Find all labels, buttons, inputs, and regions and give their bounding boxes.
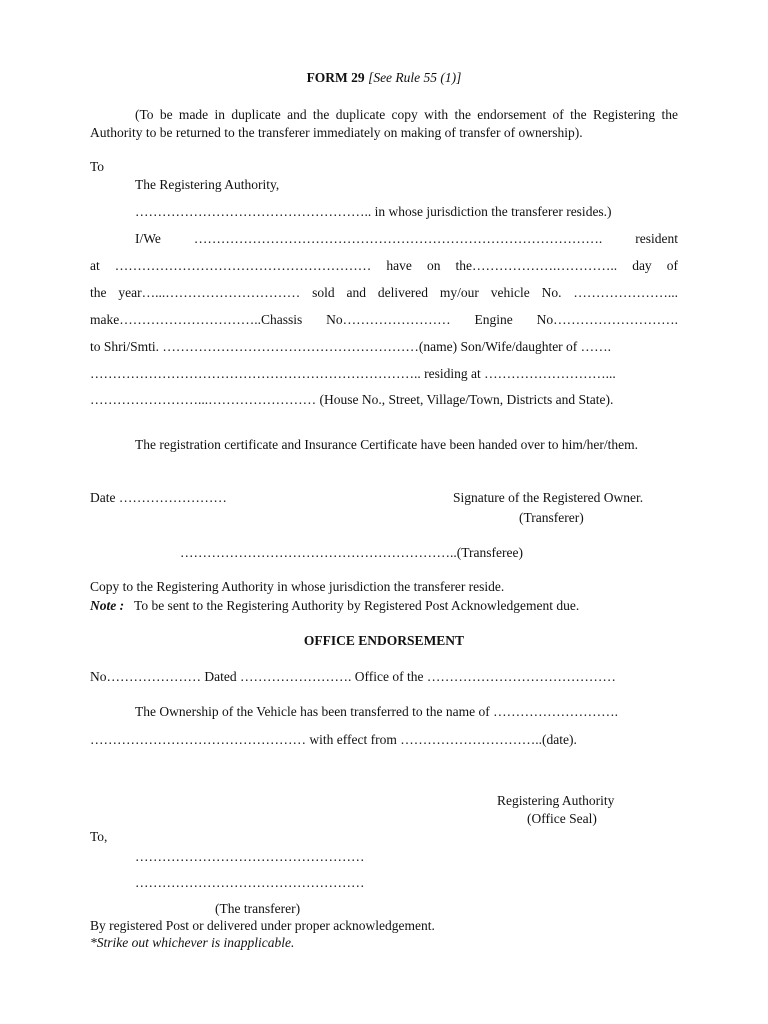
line-address: ……………………...…………………… (House No., Street, Village/Town, Districts and State).: [90, 392, 614, 407]
endorsement-line: No………………… Dated ……………………. Office of the ……………………………………: [90, 669, 616, 684]
ownership-line-1: The Ownership of the Vehicle has been transferred to the name of ……………………….: [135, 704, 618, 719]
the-transferer: (The transferer): [215, 901, 301, 916]
line-year: [90, 285, 678, 301]
line-resident-at: [90, 258, 678, 274]
line-iwe: I/We ………………………………………………………………………………. resident: [135, 231, 678, 246]
addressee: The Registering Authority,: [135, 177, 280, 192]
to-label-2: To,: [90, 829, 108, 844]
line-make: [90, 312, 678, 328]
form-title: FORM 29: [306, 70, 365, 85]
office-seal: (Office Seal): [527, 811, 597, 826]
transferer-tag: (Transferer): [519, 510, 584, 525]
note-text: To be sent to the Registering Authority by Registered Post Acknowledgement due.: [134, 598, 580, 613]
line-shri: [90, 339, 611, 355]
line-residing: ……………………………………………………………….. residing at ………………………...: [90, 366, 616, 381]
registering-authority: Registering Authority: [497, 793, 615, 808]
line-shri-a: to Shri/Smti. …………………………………………………(name): [90, 339, 458, 354]
copy-to: Copy to the Registering Authority in whose jurisdiction the transferer reside.: [90, 579, 505, 594]
office-endorsement-heading: OFFICE ENDORSEMENT: [303, 633, 465, 648]
line-year-a: the year…...…………………………: [90, 285, 301, 300]
transferee-line: ……………………………………………………..(Transferee): [180, 545, 523, 560]
line-resident-at-b: have on the……………….………….. day of: [386, 258, 679, 273]
line-make-a: make…………………………..Chassis No……………………: [90, 312, 451, 327]
by-post: By registered Post or delivered under proper acknowledgement.: [90, 918, 435, 933]
ownership-line-2: ………………………………………… with effect from …………………………..(date).: [90, 732, 577, 747]
note-line: [90, 598, 579, 614]
jurisdiction-line: …………………………………………….. in whose jurisdiction the transferer resides.): [135, 204, 612, 219]
strike-note: *Strike out whichever is inapplicable.: [90, 935, 295, 950]
line-shri-b: Son/Wife/daughter of …….: [460, 339, 612, 354]
line-make-b: Engine No……………………….: [474, 312, 678, 327]
signature-owner: Signature of the Registered Owner.: [453, 490, 644, 505]
address-line-2: ……………………………………………: [135, 875, 365, 890]
intro-paragraph: (To be made in duplicate and the duplicate copy with the endorsement of the Registering the Authority to be returned to the transferer immediately on making of transfer of ownership).: [90, 107, 678, 140]
rc-statement: The registration certificate and Insurance Certificate have been handed over to him/her/them.: [135, 437, 639, 452]
form-heading: [0, 70, 768, 86]
note-label: Note :: [90, 598, 125, 613]
line-year-b: sold and delivered my/our vehicle No. …………………...: [312, 285, 678, 300]
line-resident-at-a: at …………………………………………………: [90, 258, 372, 273]
rule-reference: [See Rule 55 (1)]: [368, 70, 462, 85]
date-field: Date ……………………: [90, 490, 227, 505]
to-label: To: [90, 159, 105, 174]
address-line-1: ……………………………………………: [135, 849, 365, 864]
